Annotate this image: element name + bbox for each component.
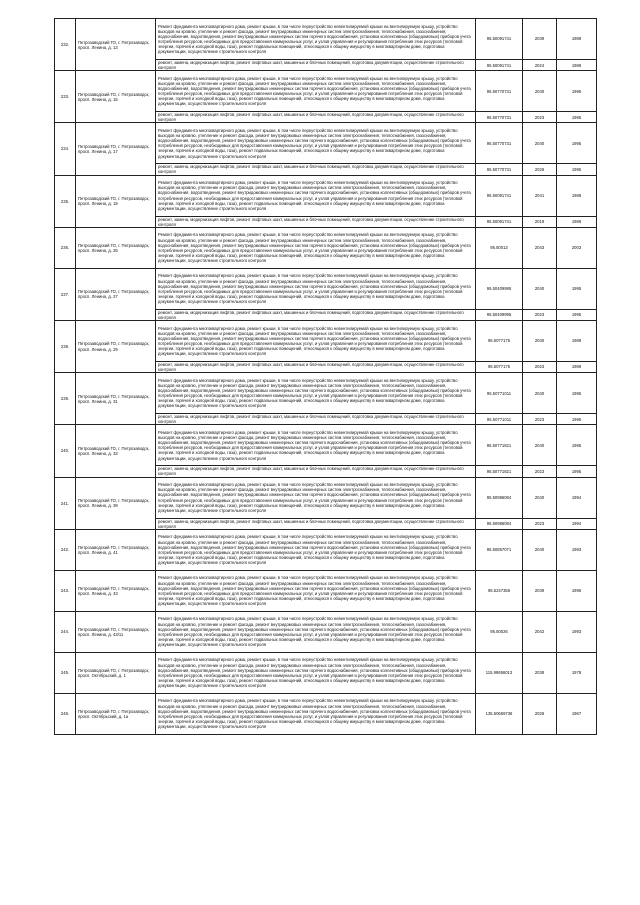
cost-value: 95.50770731	[476, 123, 523, 164]
table-row	[55, 529, 597, 570]
build-year: 1995	[557, 112, 597, 123]
cost-value: 95.50091741	[476, 216, 523, 227]
plan-year: 2040	[523, 320, 557, 361]
cost-value: 95.50986084	[476, 477, 523, 518]
table-row	[55, 320, 597, 361]
table-row	[55, 373, 597, 414]
build-year: 1993	[557, 611, 597, 652]
plan-year: 2026	[523, 693, 557, 734]
build-year: 1995	[557, 164, 597, 175]
row-number: 234.	[55, 123, 76, 175]
cost-value: 95.5077175	[476, 320, 523, 361]
build-year: 1989	[557, 320, 597, 361]
table-row	[55, 652, 597, 693]
work-description: Ремонт фундамента многоквартирного дома, ремонт крыши, в том числе переустройство невентилируемой крыши на вентилируемую крышу, устройство выходов на кровлю, утепление и ремонт фасада, ремонт внутридомовых инженерных систем электроснабжения, теплоснабжения, газоснабжения, водоснабжения, водоотведения, ремонт внутридомовых инженерных систем горячего водоснабжения, установка коллективных (общедомовых) приборов учета потребления ресурсов, необходимых для предоставления коммунальных услуг, и узлов управления и регулирования потребления этих ресурсов (тепловой энергии, горячей и холодной воды, газа), ремонт подвальных помещений, относящихся к общему имуществу в многоквартирном доме, подготовка документации, осуществление строительного контроля	[156, 425, 476, 466]
row-number: 245.	[55, 652, 76, 693]
cost-value: 95.50409995	[476, 268, 523, 309]
row-number: 232.	[55, 19, 76, 71]
plan-year: 2040	[523, 529, 557, 570]
cost-value: 95.50770731	[476, 164, 523, 175]
row-number: 237.	[55, 268, 76, 320]
building-address: Петрозаводский ГО, г. Петрозаводск, просп. Ленина, д. 27	[76, 268, 156, 320]
work-description: Ремонт фундамента многоквартирного дома, ремонт крыши, в том числе переустройство невентилируемой крыши на вентилируемую крышу, устройство выходов на кровлю, утепление и ремонт фасада, ремонт внутридомовых инженерных систем электроснабжения, теплоснабжения, газоснабжения, водоснабжения, водоотведения, ремонт внутридомовых инженерных систем горячего водоснабжения, установка коллективных (общедомовых) приборов учета потребления ресурсов, необходимых для предоставления коммунальных услуг, и узлов управления и регулирования потребления этих ресурсов (тепловой энергии, горячей и холодной воды, газа), ремонт подвальных помещений, относящихся к общему имуществу в многоквартирном доме, подготовка документации, осуществление строительного контроля	[156, 71, 476, 112]
plan-year: 2039	[523, 19, 557, 60]
plan-year: 2023	[523, 466, 557, 477]
table-row	[55, 175, 597, 216]
building-address: Петрозаводский ГО, г. Петрозаводск, просп. Ленина, д. 43/11	[76, 611, 156, 652]
build-year: 1995	[557, 71, 597, 112]
cost-value: 95.50409995	[476, 309, 523, 320]
work-description: Ремонт фундамента многоквартирного дома, ремонт крыши, в том числе переустройство невентилируемой крыши на вентилируемую крышу, устройство выходов на кровлю, утепление и ремонт фасада, ремонт внутридомовых инженерных систем электроснабжения, теплоснабжения, газоснабжения, водоснабжения, водоотведения, ремонт внутридомовых инженерных систем горячего водоснабжения, установка коллективных (общедомовых) приборов учета потребления ресурсов, необходимых для предоставления коммунальных услуг, и узлов управления и регулирования потребления этих ресурсов (тепловой энергии, горячей и холодной воды, газа), ремонт подвальных помещений, относящихся к общему имуществу в многоквартирном доме, подготовка документации, осуществление строительного контроля	[156, 320, 476, 361]
work-description: Ремонт фундамента многоквартирного дома, ремонт крыши, в том числе переустройство невентилируемой крыши на вентилируемую крышу, устройство выходов на кровлю, утепление и ремонт фасада, ремонт внутридомовых инженерных систем электроснабжения, теплоснабжения, газоснабжения, водоснабжения, водоотведения, ремонт внутридомовых инженерных систем горячего водоснабжения, установка коллективных (общедомовых) приборов учета потребления ресурсов, необходимых для предоставления коммунальных услуг, и узлов управления и регулирования потребления этих ресурсов (тепловой энергии, горячей и холодной воды, газа), ремонт подвальных помещений, относящихся к общему имуществу в многоквартирном доме, подготовка документации, осуществление строительного контроля	[156, 693, 476, 734]
row-number: 246.	[55, 693, 76, 734]
building-address: Петрозаводский ГО, г. Петрозаводск, просп. Ленина, д. 39	[76, 477, 156, 529]
plan-year: 2039	[523, 570, 557, 611]
cost-value: 95.50026	[476, 611, 523, 652]
building-address: Петрозаводский ГО, г. Петрозаводск, просп. Ленина, д. 25	[76, 227, 156, 268]
table-row	[55, 477, 597, 518]
plan-year: 2023	[523, 518, 557, 529]
work-description: Ремонт фундамента многоквартирного дома, ремонт крыши, в том числе переустройство невентилируемой крыши на вентилируемую крышу, устройство выходов на кровлю, утепление и ремонт фасада, ремонт внутридомовых инженерных систем электроснабжения, теплоснабжения, газоснабжения, водоснабжения, водоотведения, ремонт внутридомовых инженерных систем горячего водоснабжения, установка коллективных (общедомовых) приборов учета потребления ресурсов, необходимых для предоставления коммунальных услуг, и узлов управления и регулирования потребления этих ресурсов (тепловой энергии, горячей и холодной воды, газа), ремонт подвальных помещений, относящихся к общему имуществу в многоквартирном доме, подготовка документации, осуществление строительного контроля	[156, 123, 476, 164]
work-description: Ремонт фундамента многоквартирного дома, ремонт крыши, в том числе переустройство невентилируемой крыши на вентилируемую крышу, устройство выходов на кровлю, утепление и ремонт фасада, ремонт внутридомовых инженерных систем электроснабжения, теплоснабжения, газоснабжения, водоснабжения, водоотведения, ремонт внутридомовых инженерных систем горячего водоснабжения, установка коллективных (общедомовых) приборов учета потребления ресурсов, необходимых для предоставления коммунальных услуг, и узлов управления и регулирования потребления этих ресурсов (тепловой энергии, горячей и холодной воды, газа), ремонт подвальных помещений, относящихся к общему имуществу в многоквартирном доме, подготовка документации, осуществление строительного контроля	[156, 175, 476, 216]
build-year: 1995	[557, 414, 597, 425]
row-number: 235.	[55, 175, 76, 227]
building-address: Петрозаводский ГО, г. Петрозаводск, просп. Октябрьский, д. 1	[76, 652, 156, 693]
build-year: 1978	[557, 652, 597, 693]
plan-year: 2023	[523, 361, 557, 372]
cost-value: 115.99656013	[476, 652, 523, 693]
plan-year: 2040	[523, 123, 557, 164]
row-number: 236.	[55, 227, 76, 268]
work-description: Ремонт фундамента многоквартирного дома, ремонт крыши, в том числе переустройство невентилируемой крыши на вентилируемую крышу, устройство выходов на кровлю, утепление и ремонт фасада, ремонт внутридомовых инженерных систем электроснабжения, теплоснабжения, газоснабжения, водоснабжения, водоотведения, ремонт внутридомовых инженерных систем горячего водоснабжения, установка коллективных (общедомовых) приборов учета потребления ресурсов, необходимых для предоставления коммунальных услуг, и узлов управления и регулирования потребления этих ресурсов (тепловой энергии, горячей и холодной воды, газа), ремонт подвальных помещений, относящихся к общему имуществу в многоквартирном доме, подготовка документации, осуществление строительного контроля	[156, 268, 476, 309]
work-description: ремонт, замена, модернизация лифтов, ремонт лифтовых шахт, машинных и блочных помещений, подготовка документации, осуществление строительного контроля	[156, 414, 476, 425]
building-address: Петрозаводский ГО, г. Петрозаводск, просп. Ленина, д. 43	[76, 570, 156, 611]
row-number: 240.	[55, 425, 76, 477]
cost-value: 95.50857071	[476, 529, 523, 570]
work-description: ремонт, замена, модернизация лифтов, ремонт лифтовых шахт, машинных и блочных помещений, подготовка документации, осуществление строительного контроля	[156, 466, 476, 477]
table-row	[55, 570, 597, 611]
cost-value: 95.50771011	[476, 414, 523, 425]
build-year: 1995	[557, 373, 597, 414]
build-year: 1967	[557, 693, 597, 734]
plan-year: 2040	[523, 71, 557, 112]
plan-year: 2040	[523, 268, 557, 309]
work-description: Ремонт фундамента многоквартирного дома, ремонт крыши, в том числе переустройство невентилируемой крыши на вентилируемую крышу, устройство выходов на кровлю, утепление и ремонт фасада, ремонт внутридомовых инженерных систем электроснабжения, теплоснабжения, газоснабжения, водоснабжения, водоотведения, ремонт внутридомовых инженерных систем горячего водоснабжения, установка коллективных (общедомовых) приборов учета потребления ресурсов, необходимых для предоставления коммунальных услуг, и узлов управления и регулирования потребления этих ресурсов (тепловой энергии, горячей и холодной воды, газа), ремонт подвальных помещений, относящихся к общему имуществу в многоквартирном доме, подготовка документации, осуществление строительного контроля	[156, 477, 476, 518]
row-number: 243.	[55, 570, 76, 611]
row-number: 238.	[55, 320, 76, 372]
plan-year: 2038	[523, 652, 557, 693]
table-row	[55, 425, 597, 466]
document-page	[54, 18, 596, 735]
table-row	[55, 693, 597, 734]
table-row	[55, 611, 597, 652]
cost-value: 95.50013	[476, 227, 523, 268]
plan-year: 2043	[523, 227, 557, 268]
building-address: Петрозаводский ГО, г. Петрозаводск, просп. Ленина, д. 19	[76, 175, 156, 227]
cost-value: 95.50770731	[476, 112, 523, 123]
build-year: 1996	[557, 570, 597, 611]
work-description: ремонт, замена, модернизация лифтов, ремонт лифтовых шахт, машинных и блочных помещений, подготовка документации, осуществление строительного контроля	[156, 309, 476, 320]
building-address: Петрозаводский ГО, г. Петрозаводск, просп. Ленина, д. 17	[76, 123, 156, 175]
work-description: ремонт, замена, модернизация лифтов, ремонт лифтовых шахт, машинных и блочных помещений, подготовка документации, осуществление строительного контроля	[156, 164, 476, 175]
row-number: 239.	[55, 373, 76, 425]
build-year: 1989	[557, 361, 597, 372]
cost-value: 95.5077175	[476, 361, 523, 372]
row-number: 233.	[55, 71, 76, 123]
build-year: 1995	[557, 309, 597, 320]
cost-value: 135.50669736	[476, 693, 523, 734]
work-description: Ремонт фундамента многоквартирного дома, ремонт крыши, в том числе переустройство невентилируемой крыши на вентилируемую крышу, устройство выходов на кровлю, утепление и ремонт фасада, ремонт внутридомовых инженерных систем электроснабжения, теплоснабжения, газоснабжения, водоснабжения, водоотведения, ремонт внутридомовых инженерных систем горячего водоснабжения, установка коллективных (общедомовых) приборов учета потребления ресурсов, необходимых для предоставления коммунальных услуг, и узлов управления и регулирования потребления этих ресурсов (тепловой энергии, горячей и холодной воды, газа), ремонт подвальных помещений, относящихся к общему имуществу в многоквартирном доме, подготовка документации, осуществление строительного контроля	[156, 227, 476, 268]
plan-year: 2023	[523, 414, 557, 425]
cost-value: 95.50771011	[476, 373, 523, 414]
plan-year: 2019	[523, 216, 557, 227]
plan-year: 2040	[523, 425, 557, 466]
build-year: 2003	[557, 227, 597, 268]
row-number: 241.	[55, 477, 76, 529]
row-number: 244.	[55, 611, 76, 652]
plan-year: 2040	[523, 373, 557, 414]
cost-value: 95.5247356	[476, 570, 523, 611]
work-description: ремонт, замена, модернизация лифтов, ремонт лифтовых шахт, машинных и блочных помещений, подготовка документации, осуществление строительного контроля	[156, 361, 476, 372]
building-address: Петрозаводский ГО, г. Петрозаводск, просп. Ленина, д. 33	[76, 425, 156, 477]
plan-year: 2041	[523, 175, 557, 216]
table-row	[55, 71, 597, 112]
cost-value: 95.50771821	[476, 425, 523, 466]
table-row	[55, 19, 597, 60]
building-address: Петрозаводский ГО, г. Петрозаводск, просп. Ленина, д. 29	[76, 320, 156, 372]
row-number: 242.	[55, 529, 76, 570]
capital-repair-register-table	[54, 18, 597, 735]
work-description: Ремонт фундамента многоквартирного дома, ремонт крыши, в том числе переустройство невентилируемой крыши на вентилируемую крышу, устройство выходов на кровлю, утепление и ремонт фасада, ремонт внутридомовых инженерных систем электроснабжения, теплоснабжения, газоснабжения, водоснабжения, водоотведения, ремонт внутридомовых инженерных систем горячего водоснабжения, установка коллективных (общедомовых) приборов учета потребления ресурсов, необходимых для предоставления коммунальных услуг, и узлов управления и регулирования потребления этих ресурсов (тепловой энергии, горячей и холодной воды, газа), ремонт подвальных помещений, относящихся к общему имуществу в многоквартирном доме, подготовка документации, осуществление строительного контроля	[156, 373, 476, 414]
work-description: Ремонт фундамента многоквартирного дома, ремонт крыши, в том числе переустройство невентилируемой крыши на вентилируемую крышу, устройство выходов на кровлю, утепление и ремонт фасада, ремонт внутридомовых инженерных систем электроснабжения, теплоснабжения, газоснабжения, водоснабжения, водоотведения, ремонт внутридомовых инженерных систем горячего водоснабжения, установка коллективных (общедомовых) приборов учета потребления ресурсов, необходимых для предоставления коммунальных услуг, и узлов управления и регулирования потребления этих ресурсов (тепловой энергии, горячей и холодной воды, газа), ремонт подвальных помещений, относящихся к общему имуществу в многоквартирном доме, подготовка документации, осуществление строительного контроля	[156, 611, 476, 652]
table-row	[55, 268, 597, 309]
cost-value: 95.50986084	[476, 518, 523, 529]
cost-value: 95.50770731	[476, 71, 523, 112]
table-row	[55, 123, 597, 164]
build-year: 1994	[557, 477, 597, 518]
work-description: Ремонт фундамента многоквартирного дома, ремонт крыши, в том числе переустройство невентилируемой крыши на вентилируемую крышу, устройство выходов на кровлю, утепление и ремонт фасада, ремонт внутридомовых инженерных систем электроснабжения, теплоснабжения, газоснабжения, водоснабжения, водоотведения, ремонт внутридомовых инженерных систем горячего водоснабжения, установка коллективных (общедомовых) приборов учета потребления ресурсов, необходимых для предоставления коммунальных услуг, и узлов управления и регулирования потребления этих ресурсов (тепловой энергии, горячей и холодной воды, газа), ремонт подвальных помещений, относящихся к общему имуществу в многоквартирном доме, подготовка документации, осуществление строительного контроля	[156, 19, 476, 60]
work-description: Ремонт фундамента многоквартирного дома, ремонт крыши, в том числе переустройство невентилируемой крыши на вентилируемую крышу, устройство выходов на кровлю, утепление и ремонт фасада, ремонт внутридомовых инженерных систем электроснабжения, теплоснабжения, газоснабжения, водоснабжения, водоотведения, ремонт внутридомовых инженерных систем горячего водоснабжения, установка коллективных (общедомовых) приборов учета потребления ресурсов, необходимых для предоставления коммунальных услуг, и узлов управления и регулирования потребления этих ресурсов (тепловой энергии, горячей и холодной воды, газа), ремонт подвальных помещений, относящихся к общему имуществу в многоквартирном доме, подготовка документации, осуществление строительного контроля	[156, 652, 476, 693]
build-year: 1989	[557, 60, 597, 71]
plan-year: 2024	[523, 60, 557, 71]
build-year: 1989	[557, 19, 597, 60]
cost-value: 95.50091741	[476, 60, 523, 71]
build-year: 1993	[557, 529, 597, 570]
plan-year: 2042	[523, 611, 557, 652]
work-description: Ремонт фундамента многоквартирного дома, ремонт крыши, в том числе переустройство невентилируемой крыши на вентилируемую крышу, устройство выходов на кровлю, утепление и ремонт фасада, ремонт внутридомовых инженерных систем электроснабжения, теплоснабжения, газоснабжения, водоснабжения, водоотведения, ремонт внутридомовых инженерных систем горячего водоснабжения, установка коллективных (общедомовых) приборов учета потребления ресурсов, необходимых для предоставления коммунальных услуг, и узлов управления и регулирования потребления этих ресурсов (тепловой энергии, горячей и холодной воды, газа), ремонт подвальных помещений, относящихся к общему имуществу в многоквартирном доме, подготовка документации, осуществление строительного контроля	[156, 529, 476, 570]
work-description: ремонт, замена, модернизация лифтов, ремонт лифтовых шахт, машинных и блочных помещений, подготовка документации, осуществление строительного контроля	[156, 60, 476, 71]
build-year: 1995	[557, 466, 597, 477]
table-body	[55, 19, 597, 735]
building-address: Петрозаводский ГО, г. Петрозаводск, просп. Октябрьский, д. 1а	[76, 693, 156, 734]
building-address: Петрозаводский ГО, г. Петрозаводск, просп. Ленина, д. 13	[76, 19, 156, 71]
work-description: ремонт, замена, модернизация лифтов, ремонт лифтовых шахт, машинных и блочных помещений, подготовка документации, осуществление строительного контроля	[156, 518, 476, 529]
build-year: 1989	[557, 175, 597, 216]
build-year: 1995	[557, 425, 597, 466]
cost-value: 95.50091741	[476, 175, 523, 216]
work-description: ремонт, замена, модернизация лифтов, ремонт лифтовых шахт, машинных и блочных помещений, подготовка документации, осуществление строительного контроля	[156, 112, 476, 123]
plan-year: 2023	[523, 309, 557, 320]
table-row	[55, 227, 597, 268]
build-year: 1995	[557, 123, 597, 164]
work-description: Ремонт фундамента многоквартирного дома, ремонт крыши, в том числе переустройство невентилируемой крыши на вентилируемую крышу, устройство выходов на кровлю, утепление и ремонт фасада, ремонт внутридомовых инженерных систем электроснабжения, теплоснабжения, газоснабжения, водоснабжения, водоотведения, ремонт внутридомовых инженерных систем горячего водоснабжения, установка коллективных (общедомовых) приборов учета потребления ресурсов, необходимых для предоставления коммунальных услуг, и узлов управления и регулирования потребления этих ресурсов (тепловой энергии, горячей и холодной воды, газа), ремонт подвальных помещений, относящихся к общему имуществу в многоквартирном доме, подготовка документации, осуществление строительного контроля	[156, 570, 476, 611]
build-year: 1994	[557, 518, 597, 529]
build-year: 1995	[557, 268, 597, 309]
building-address: Петрозаводский ГО, г. Петрозаводск, просп. Ленина, д. 15	[76, 71, 156, 123]
plan-year: 2026	[523, 164, 557, 175]
plan-year: 2040	[523, 477, 557, 518]
work-description: ремонт, замена, модернизация лифтов, ремонт лифтовых шахт, машинных и блочных помещений, подготовка документации, осуществление строительного контроля	[156, 216, 476, 227]
building-address: Петрозаводский ГО, г. Петрозаводск, просп. Ленина, д. 41	[76, 529, 156, 570]
plan-year: 2023	[523, 112, 557, 123]
building-address: Петрозаводский ГО, г. Петрозаводск, просп. Ленина, д. 31	[76, 373, 156, 425]
cost-value: 95.50771821	[476, 466, 523, 477]
build-year: 1989	[557, 216, 597, 227]
cost-value: 95.50091741	[476, 19, 523, 60]
